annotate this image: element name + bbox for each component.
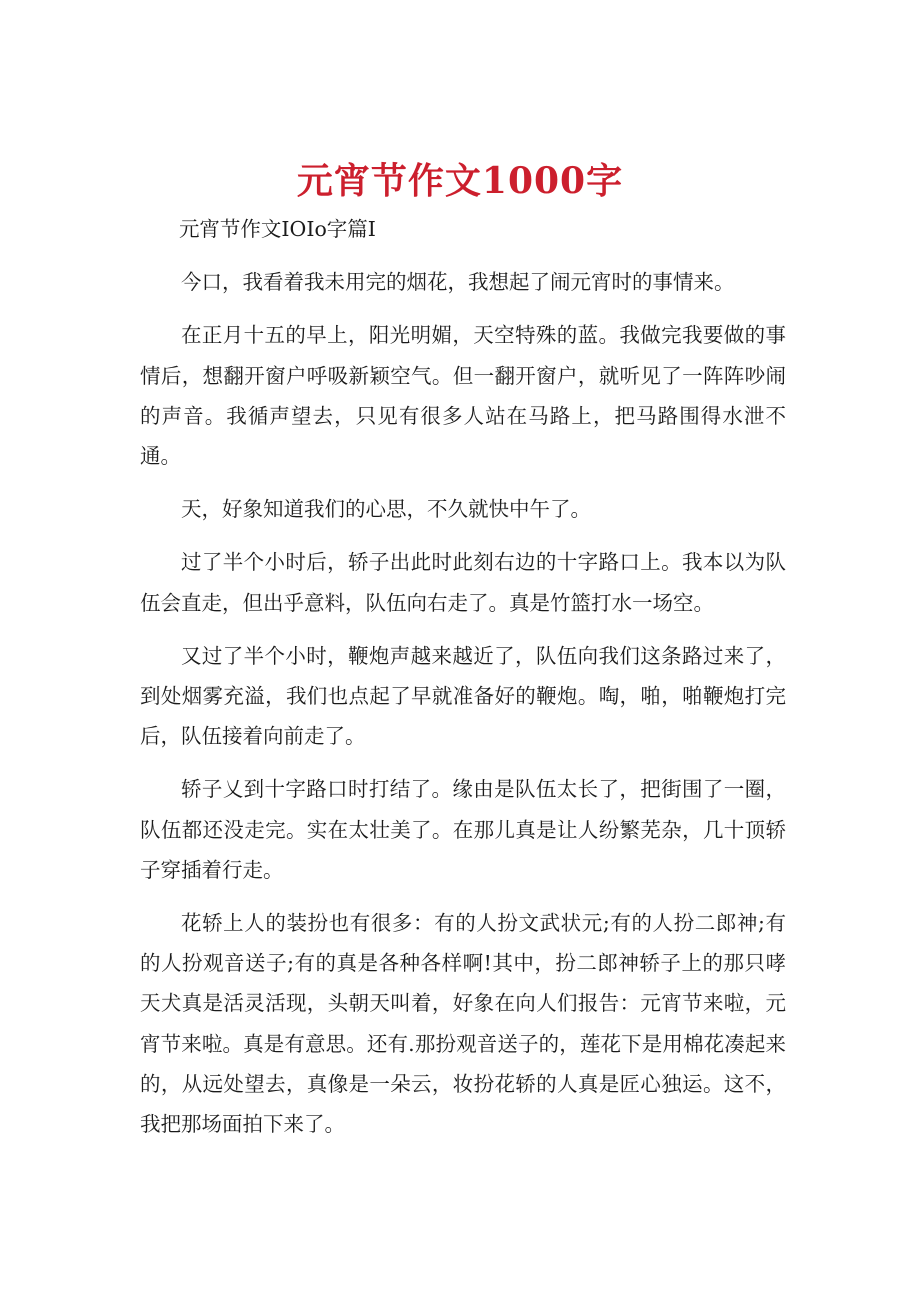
paragraph: 在正月十五的早上，阳光明媚，天空特殊的蓝。我做完我要做的事情后，想翻开窗户呼吸新颖空气。但一翻开窗户，就听见了一阵阵吵闹的声音。我循声望去，只见有很多人站在马路上，把马路围得水泄不通。 — [140, 323, 786, 469]
paragraph: 今口，我看着我未用完的烟花，我想起了闹元宵时的事情来。 — [181, 270, 735, 295]
paragraph: 轿子乂到十字路口时打结了。缘由是队伍太长了，把街围了一圈，队伍都还没走完。实在太壮美了。在那儿真是让人纷繁芜杂，几十顶轿子穿插着行走。 — [140, 777, 786, 882]
paragraph: 天，好象知道我们的心思，不久就快中午了。 — [181, 497, 591, 522]
document-body — [140, 209, 786, 1157]
paragraph: 过了半个小时后，轿子出此时此刻右边的十字路口上。我本以为队伍会直走，但出乎意料，队伍向右走了。真是竹篮打水一场空。 — [140, 550, 786, 615]
paragraph: 花轿上人的装扮也有很多：有的人扮文武状元;有的人扮二郎神;有的人扮观音送子;有的真是各种各样啊!其中，扮二郎神轿子上的那只哮天犬真是活灵活现，头朝天叫着，好象在向人们报告：元宵节来啦，元宵节来啦。真是有意思。还有.那扮观音送子的，莲花下是用棉花凑起来的，从远处望去，真像是一朵云，妆扮花轿的人真是匠心独运。这不，我把那场面拍下来了。 — [140, 911, 786, 1137]
paragraph: 又过了半个小时，鞭炮声越来越近了，队伍向我们这条路过来了，到处烟雾充溢，我们也点起了早就准备好的鞭炮。啕，啪，啪鞭炮打完后，队伍接着向前走了。 — [140, 643, 786, 749]
document-title: 元宵节作文1000字 — [296, 160, 624, 203]
section-subtitle: 元宵节作文IOIo字篇I — [178, 217, 376, 241]
